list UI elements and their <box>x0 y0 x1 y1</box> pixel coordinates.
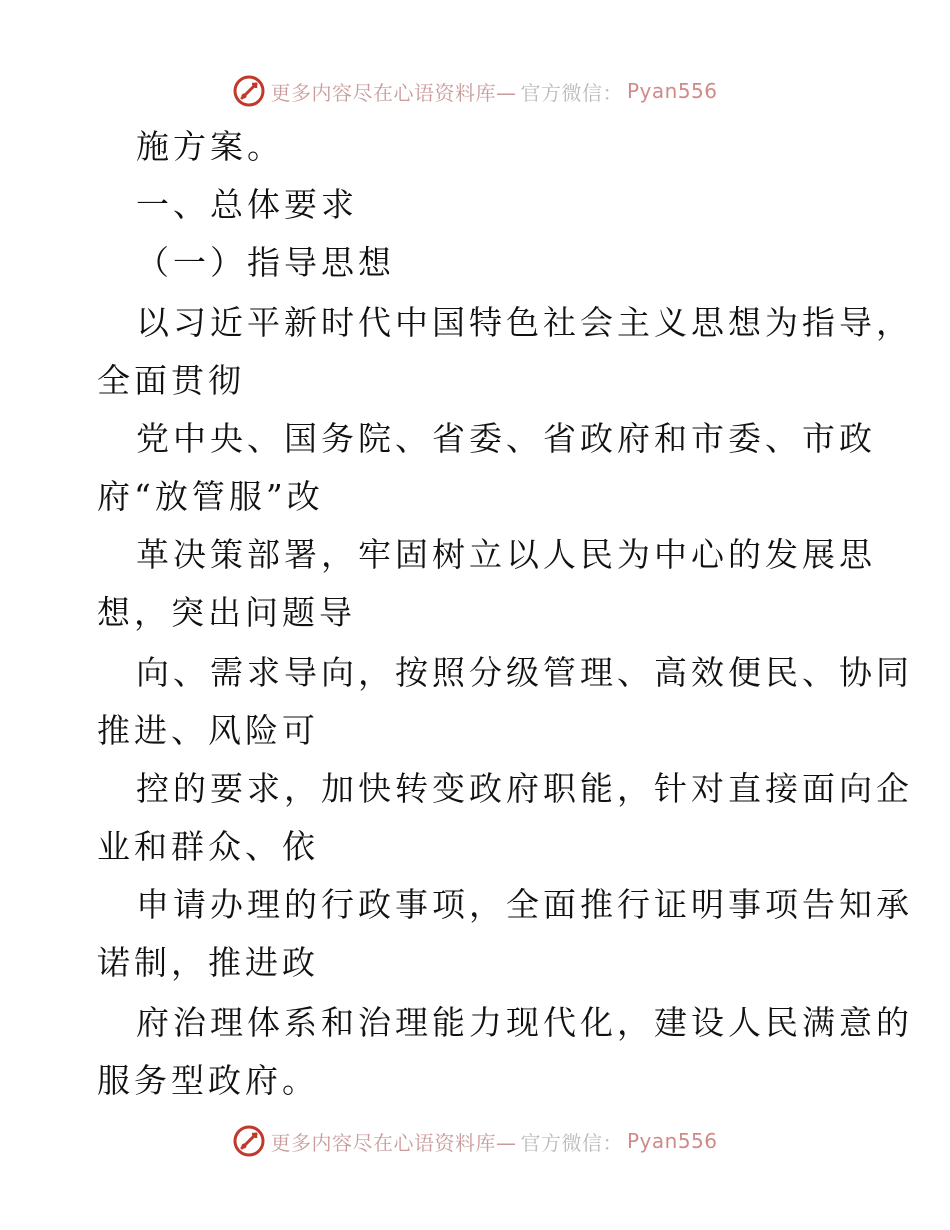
logo-icon <box>232 74 266 108</box>
text-line: 革决策部署，牢固树立以人民为中心的发展思 <box>136 535 876 574</box>
watermark-wechat-label: 官方微信： <box>520 80 623 105</box>
subsection-heading: （一）指导思想 <box>136 243 395 282</box>
header-watermark <box>0 74 950 108</box>
text-line: 党中央、国务院、省委、省政府和市委、市政 <box>136 419 876 458</box>
watermark-text: 更多内容尽在心语资料库— <box>270 1130 517 1155</box>
text-line: 推进、风险可 <box>97 711 319 750</box>
text-line: 想，突出问题导 <box>97 593 356 632</box>
text-line: 申请办理的行政事项，全面推行证明事项告知承 <box>136 885 913 924</box>
watermark-text: 更多内容尽在心语资料库— <box>270 80 517 105</box>
text-line: 府治理体系和治理能力现代化，建设人民满意的 <box>136 1003 913 1042</box>
text-line: 以习近平新时代中国特色社会主义思想为指导， <box>136 303 913 342</box>
watermark-wechat-id: Pyan556 <box>626 79 718 103</box>
text-line: 控的要求，加快转变政府职能，针对直接面向企 <box>136 769 913 808</box>
text-line: 向、需求导向，按照分级管理、高效便民、协同 <box>136 653 913 692</box>
text-line: 业和群众、依 <box>97 827 319 866</box>
section-heading: 一、总体要求 <box>136 185 358 224</box>
watermark-wechat-id: Pyan556 <box>626 1129 718 1153</box>
text-line: 服务型政府。 <box>97 1061 319 1100</box>
text-line: 诺制，推进政 <box>97 943 319 982</box>
text-line: 府“放管服”改 <box>97 477 324 516</box>
text-line: 施方案。 <box>136 127 284 166</box>
text-line: 全面贯彻 <box>97 361 245 400</box>
footer-watermark <box>0 1124 950 1158</box>
logo-icon <box>232 1124 266 1158</box>
watermark-wechat-label: 官方微信： <box>520 1130 623 1155</box>
